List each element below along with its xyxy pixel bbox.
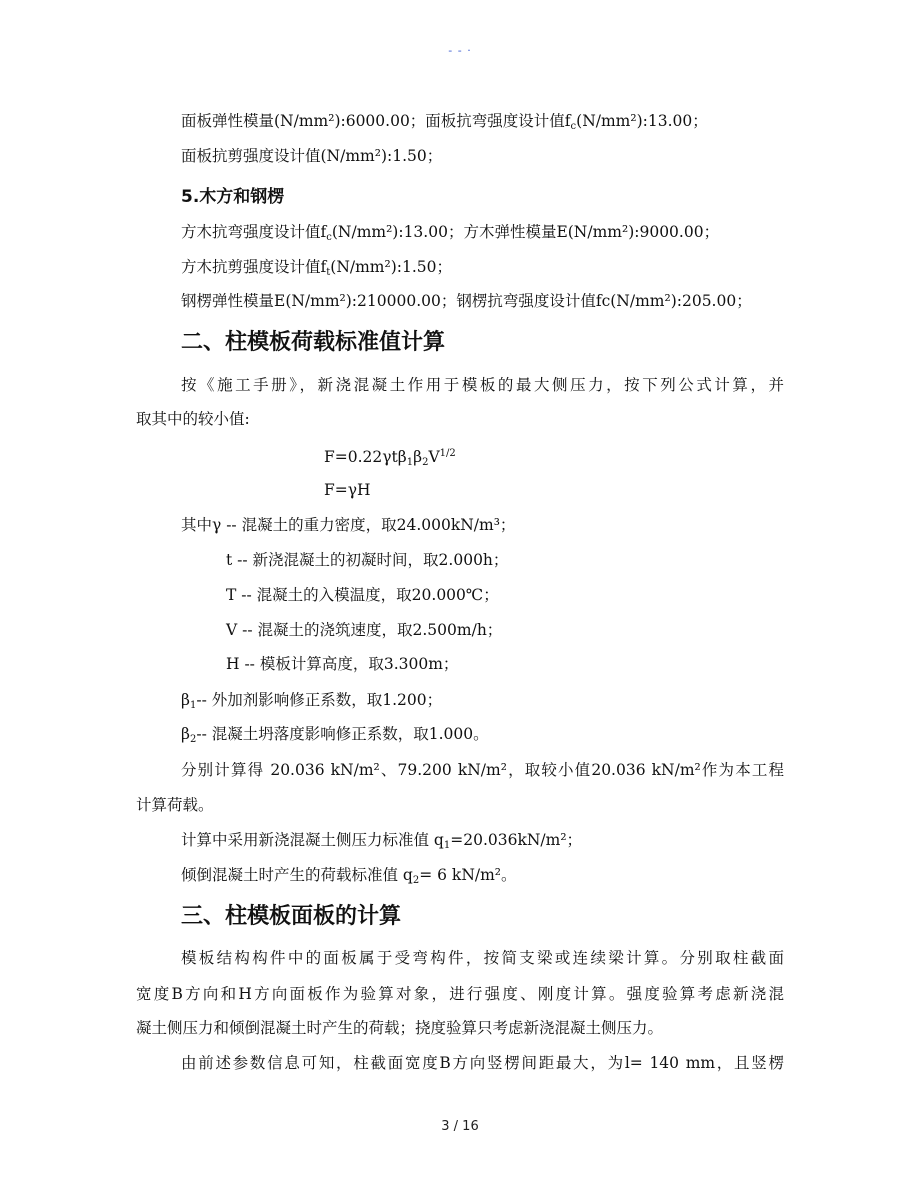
- wood-shear-line: 方木抗剪强度设计值$f_t(N/mm^2):1.50$；: [181, 258, 453, 278]
- page-number: 3 / 16: [441, 1119, 479, 1134]
- q1-line: 计算中采用新浇混凝土侧压力标准值 $q_1=20.036kN/m^2$；: [181, 831, 583, 851]
- def-beta1: $\beta_1--$ 外加剂影响修正系数，取1.200；: [181, 691, 443, 711]
- section-2-intro-2: 取其中的较小值:: [136, 410, 250, 428]
- wood-strength-line: 方木抗弯强度设计值$f_c(N/mm^2):13.00$；方木弹性模量E(N/mm²):9000.00；: [181, 223, 720, 243]
- header-mark: - - ·: [448, 44, 472, 57]
- q2-line: 倾倒混凝土时产生的荷载标准值 $q_2= 6$ kN/m²。: [181, 866, 517, 886]
- panel-modulus-line: 面板弹性模量(N/mm²):6000.00；面板抗弯强度设计值$f_c(N/mm^2):13.00$；: [181, 112, 708, 132]
- def-t: t -- 新浇混凝土的初凝时间，取2.000h；: [226, 551, 509, 569]
- steel-line: 钢楞弹性模量E(N/mm²):210000.00；钢楞抗弯强度设计值fc(N/mm²):205.00；: [181, 292, 752, 310]
- panel-shear-line: 面板抗剪强度设计值(N/mm²):1.50；: [181, 147, 443, 165]
- calc-line-2: 计算荷载。: [136, 796, 214, 814]
- formula-2: F=γH: [324, 481, 371, 499]
- section-2-title: 二、柱模板荷载标准值计算: [181, 330, 446, 355]
- def-T: T -- 混凝土的入模温度，取20.000℃；: [226, 586, 499, 604]
- section-3-p1-2: 宽度B方向和H方向面板作为验算对象，进行强度、刚度计算。强度验算考虑新浇混: [136, 985, 784, 1003]
- section-3-p1-1: 模板结构构件中的面板属于受弯构件，按简支梁或连续梁计算。分别取柱截面: [181, 949, 784, 967]
- formula-1: $F=0.22\gamma t\beta_1\beta_2V^{1/2}$: [324, 448, 456, 468]
- section-3-title: 三、柱模板面板的计算: [181, 904, 402, 929]
- section-3-p2-1: 由前述参数信息可知，柱截面宽度B方向竖楞间距最大，为l= 140 mm，且竖楞: [181, 1054, 784, 1072]
- section-3-p1-3: 凝土侧压力和倾倒混凝土时产生的荷载；挠度验算只考虑新浇混凝土侧压力。: [136, 1019, 664, 1037]
- calc-line-1: 分别计算得 20.036 kN/m²、79.200 kN/m²，取较小值20.036 kN/m²作为本工程: [181, 761, 784, 779]
- def-H: H -- 模板计算高度，取3.300m；: [226, 655, 459, 673]
- def-gamma: 其中γ -- 混凝土的重力密度，取24.000kN/m³；: [181, 516, 516, 534]
- section-5-title: 5.木方和钢楞: [181, 187, 285, 207]
- section-2-intro-1: 按《施工手册》，新浇混凝土作用于模板的最大侧压力，按下列公式计算，并: [181, 376, 784, 394]
- def-V: V -- 混凝土的浇筑速度，取2.500m/h；: [226, 621, 503, 639]
- def-beta2: $\beta_2--$ 混凝土坍落度影响修正系数，取1.000。: [181, 725, 489, 745]
